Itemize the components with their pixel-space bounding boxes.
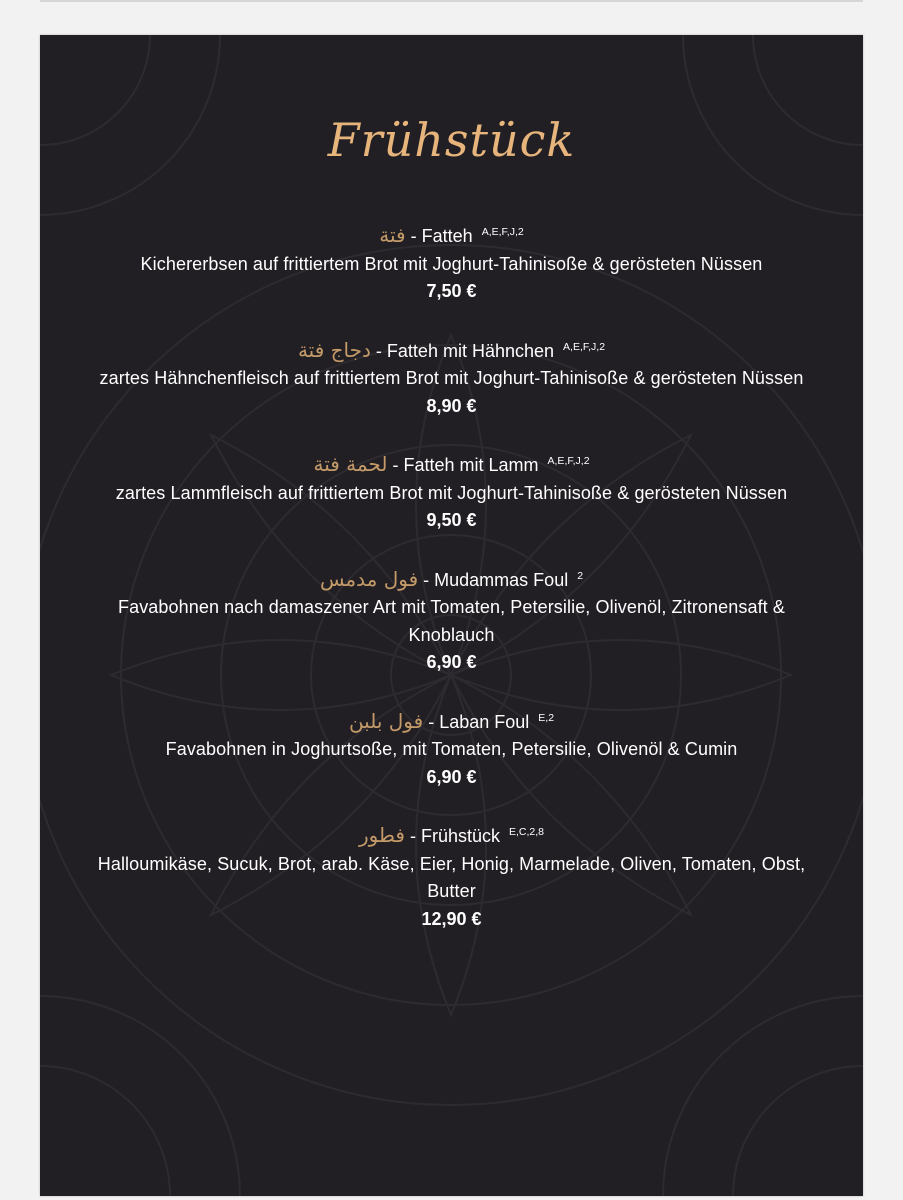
menu-item-separator: - xyxy=(428,711,440,732)
menu-item xyxy=(40,705,863,792)
menu-item xyxy=(40,819,863,933)
menu-item-separator: - xyxy=(392,455,404,475)
menu-item-allergens: E,C,2,8 xyxy=(509,826,545,838)
menu-item-arabic-name: فتة xyxy=(379,223,406,247)
menu-title: Frühstück xyxy=(327,113,576,167)
menu-item-name: Fatteh mit Lamm xyxy=(403,455,539,475)
menu-items-list xyxy=(40,219,863,961)
menu-item-description: zartes Lammfleisch auf frittiertem Brot mit Joghurt-Tahinisoße & gerösteten Nüssen xyxy=(115,482,788,503)
menu-item-allergens: A,E,F,J,2 xyxy=(481,226,524,238)
menu-item-name: Frühstück xyxy=(420,826,500,846)
previous-page-edge xyxy=(40,0,863,2)
menu-item-separator: - xyxy=(409,826,421,846)
menu-item-description: Favabohnen nach damaszener Art mit Tomaten, Petersilie, Olivenöl, Zitronensaft & Knoblauch xyxy=(117,597,785,645)
menu-item-description: zartes Hähnchenfleisch auf frittiertem Brot mit Joghurt-Tahinisoße & gerösteten Nüssen xyxy=(99,368,804,388)
menu-item-name: Fatteh xyxy=(421,226,473,246)
menu-item-description: Halloumikäse, Sucuk, Brot, arab. Käse, Eier, Honig, Marmelade, Oliven, Tomaten, Obst, Butter xyxy=(97,853,806,901)
menu-page xyxy=(40,35,863,1196)
menu-item-heading xyxy=(40,705,863,737)
menu-item-heading xyxy=(40,448,863,480)
menu-item-price: 8,90 € xyxy=(426,395,477,416)
menu-item-price: 6,90 € xyxy=(426,652,477,672)
menu-item-heading xyxy=(40,563,863,595)
menu-item-heading xyxy=(40,334,863,366)
menu-item-allergens: E,2 xyxy=(538,711,555,724)
menu-item-arabic-name: لحمة فتة xyxy=(313,452,388,476)
menu-item xyxy=(40,219,863,306)
menu-item-description: Kichererbsen auf frittiertem Brot mit Joghurt-Tahinisoße & gerösteten Nüssen xyxy=(140,253,763,274)
menu-item-price: 7,50 € xyxy=(426,281,477,301)
menu-item-arabic-name: فطور xyxy=(358,823,405,847)
menu-item-heading xyxy=(40,219,863,251)
menu-item-name: Mudammas Foul xyxy=(434,569,569,590)
menu-item-allergens: A,E,F,J,2 xyxy=(563,340,606,353)
menu-item-arabic-name: فول بلبن xyxy=(348,708,424,733)
menu-item-price: 6,90 € xyxy=(426,766,477,787)
menu-item-separator: - xyxy=(410,226,422,246)
menu-item-price: 12,90 € xyxy=(421,908,482,929)
menu-item-arabic-name: دجاج فتة xyxy=(297,337,371,362)
menu-item-allergens: A,E,F,J,2 xyxy=(547,455,590,467)
menu-item-description: Favabohnen in Joghurtsoße, mit Tomaten, Petersilie, Olivenöl & Cumin xyxy=(165,739,738,759)
menu-item xyxy=(40,448,863,535)
menu-item-heading xyxy=(40,819,863,851)
menu-item-separator: - xyxy=(423,569,435,590)
menu-item-name: Fatteh mit Hähnchen xyxy=(386,340,555,361)
menu-item-price: 9,50 € xyxy=(426,510,477,530)
menu-item-separator: - xyxy=(375,340,387,361)
menu-item-allergens: 2 xyxy=(577,569,584,582)
menu-item-name: Laban Foul xyxy=(439,711,530,732)
menu-item xyxy=(40,334,863,421)
menu-item-arabic-name: فول مدمس xyxy=(319,566,419,591)
menu-item xyxy=(40,563,863,677)
